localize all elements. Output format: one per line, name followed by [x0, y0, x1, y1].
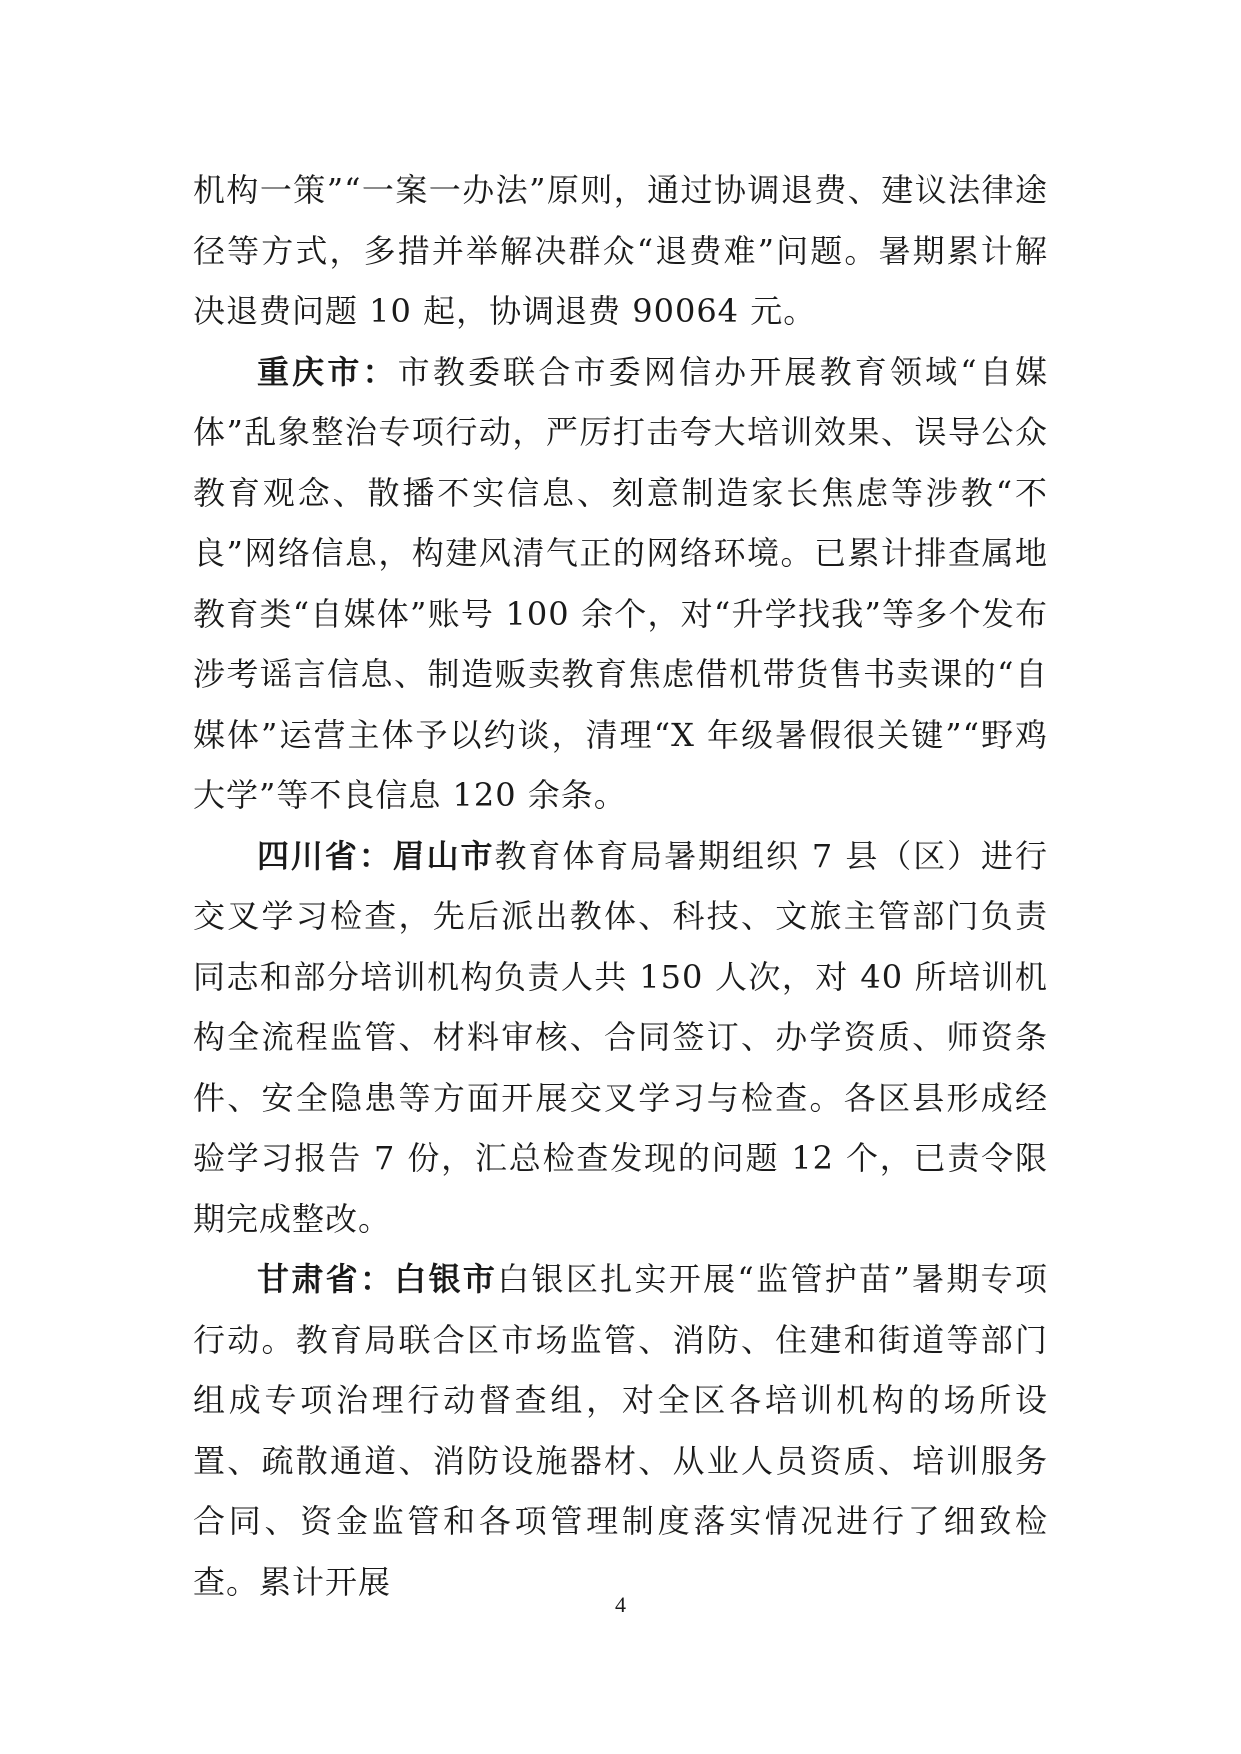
document-body [193, 160, 1048, 1612]
paragraph-text: 教育体育局暑期组织 7 县（区）进行交叉学习检查，先后派出教体、科技、文旅主管部门负责同志和部分培训机构负责人共 150 人次，对 40 所培训机构全流程监管、材料审核、合同签订、办学资质、师资条件、安全隐患等方面开展交叉学习与检查。各区县形成经验学习报告 7 份，汇总检查发现的问题 12 个，已责令限期完成整改。 [193, 836, 1048, 1238]
region-label-sichuan: 四川省： [257, 836, 393, 875]
paragraph-text: 市教委联合市委网信办开展教育领域“自媒体”乱象整治专项行动，严厉打击夸大培训效果、误导公众教育观念、散播不实信息、刻意制造家长焦虑等涉教“不良”网络信息，构建风清气正的网络环境。已累计排查属地教育类“自媒体”账号 100 余个，对“升学找我”等多个发布涉考谣言信息、制造贩卖教育焦虑借机带货售书卖课的“自媒体”运营主体予以约谈，清理“X 年级暑假很关键”“野鸡大学”等不良信息 120 余条。 [193, 352, 1048, 814]
page-number: 4 [615, 1592, 626, 1617]
paragraph-refund [193, 160, 1048, 342]
paragraph-gansu [193, 1249, 1048, 1612]
paragraph-text: 机构一策”“一案一办法”原则，通过协调退费、建议法律途径等方式，多措并举解决群众“退费难”问题。暑期累计解决退费问题 10 起，协调退费 90064 元。 [193, 171, 1048, 330]
city-label-meishan: 眉山市 [392, 836, 495, 875]
region-label-chongqing: 重庆市： [257, 352, 398, 391]
paragraph-chongqing [193, 342, 1048, 826]
paragraph-text: 白银区扎实开展“监管护苗”暑期专项行动。教育局联合区市场监管、消防、住建和街道等部门组成专项治理行动督查组，对全区各培训机构的场所设置、疏散通道、消防设施器材、从业人员资质、培训服务合同、资金监管和各项管理制度落实情况进行了细致检查。累计开展 [193, 1260, 1048, 1601]
paragraph-sichuan [193, 826, 1048, 1250]
city-label-baiyin: 白银市 [394, 1260, 498, 1298]
region-label-gansu: 甘肃省： [257, 1260, 395, 1298]
